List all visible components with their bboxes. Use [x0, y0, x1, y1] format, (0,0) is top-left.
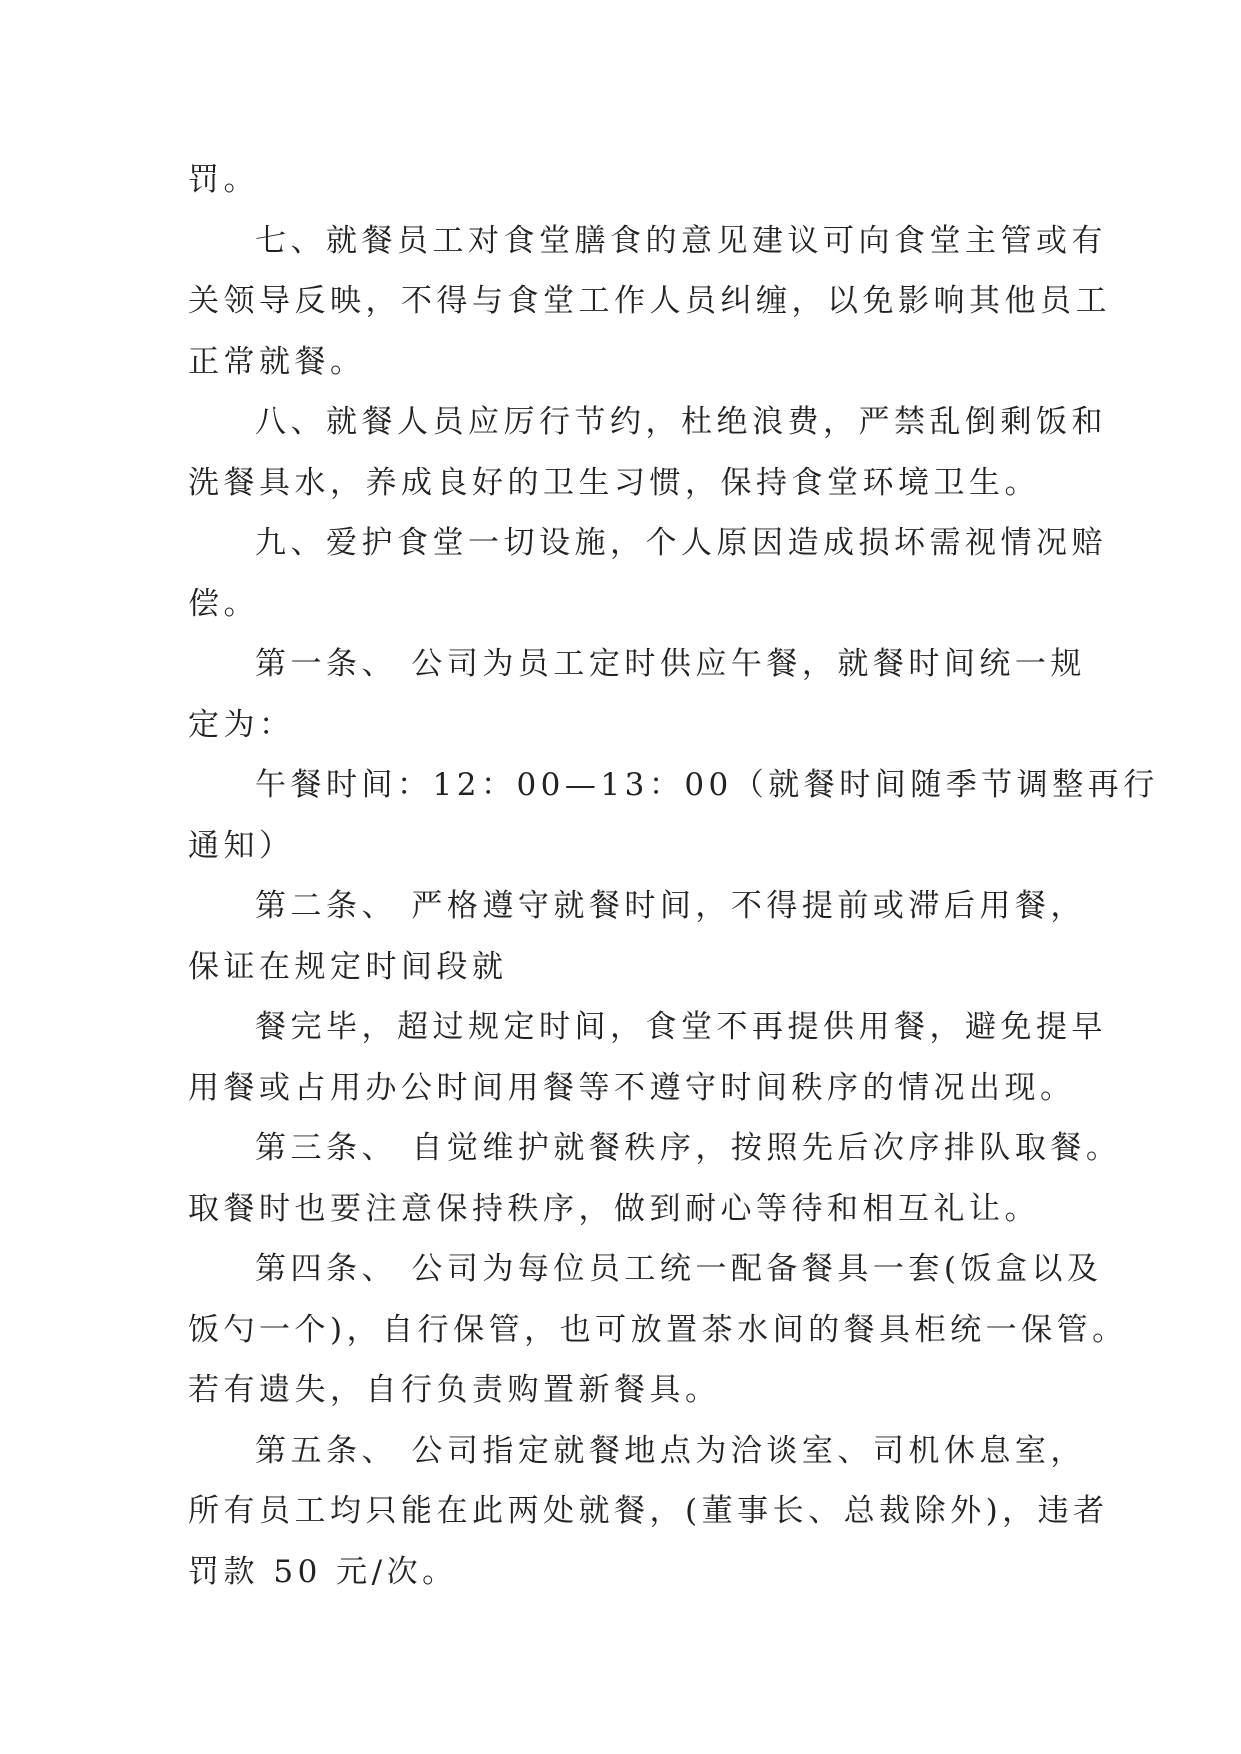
document-line: 若有遗失，自行负责购置新餐具。 [188, 1372, 721, 1408]
document-line: 第三条、 自觉维护就餐秩序，按照先后次序排队取餐。 [255, 1130, 1122, 1166]
document-line: 所有员工均只能在此两处就餐，(董事长、总裁除外)，违者 [188, 1493, 1109, 1529]
document-line: 第一条、 公司为员工定时供应午餐，就餐时间统一规 [255, 646, 1086, 682]
document-line: 饭勺一个)，自行保管，也可放置茶水间的餐具柜统一保管。 [188, 1311, 1128, 1348]
document-body [188, 150, 1159, 1602]
document-line: 第四条、 公司为每位员工统一配备餐具一套(饭盒以及 [255, 1251, 1103, 1287]
document-line: 取餐时也要注意保持秩序，做到耐心等待和相互礼让。 [188, 1190, 1040, 1227]
document-line: 第二条、 严格遵守就餐时间，不得提前或滞后用餐， [255, 888, 1086, 924]
document-line: 用餐或占用办公时间用餐等不遵守时间秩序的情况出现。 [188, 1069, 1076, 1106]
document-line: 餐完毕，超过规定时间，食堂不再提供用餐，避免提早 [255, 1009, 1107, 1045]
document-line: 八、就餐人员应厉行节约，杜绝浪费，严禁乱倒剩饭和 [255, 404, 1107, 440]
document-line: 罚。 [188, 162, 259, 198]
document-line: 洗餐具水，养成良好的卫生习惯，保持食堂环境卫生。 [188, 464, 1040, 501]
document-line: 午餐时间：12：00—13：00（就餐时间随季节调整再行 [255, 767, 1159, 803]
document-line: 定为： [188, 706, 295, 743]
document-line: 保证在规定时间段就 [188, 948, 508, 985]
document-line: 罚款 50 元/次。 [188, 1553, 458, 1590]
document-line: 九、爱护食堂一切设施，个人原因造成损坏需视情况赔 [255, 525, 1107, 561]
document-line: 通知） [188, 827, 295, 864]
document-line: 第五条、 公司指定就餐地点为洽谈室、司机休息室， [255, 1432, 1086, 1469]
document-line: 偿。 [188, 585, 259, 622]
document-line: 正常就餐。 [188, 343, 366, 380]
document-line: 七、就餐员工对食堂膳食的意见建议可向食堂主管或有 [255, 222, 1107, 259]
document-line: 关领导反映，不得与食堂工作人员纠缠，以免影响其他员工 [188, 283, 1111, 319]
